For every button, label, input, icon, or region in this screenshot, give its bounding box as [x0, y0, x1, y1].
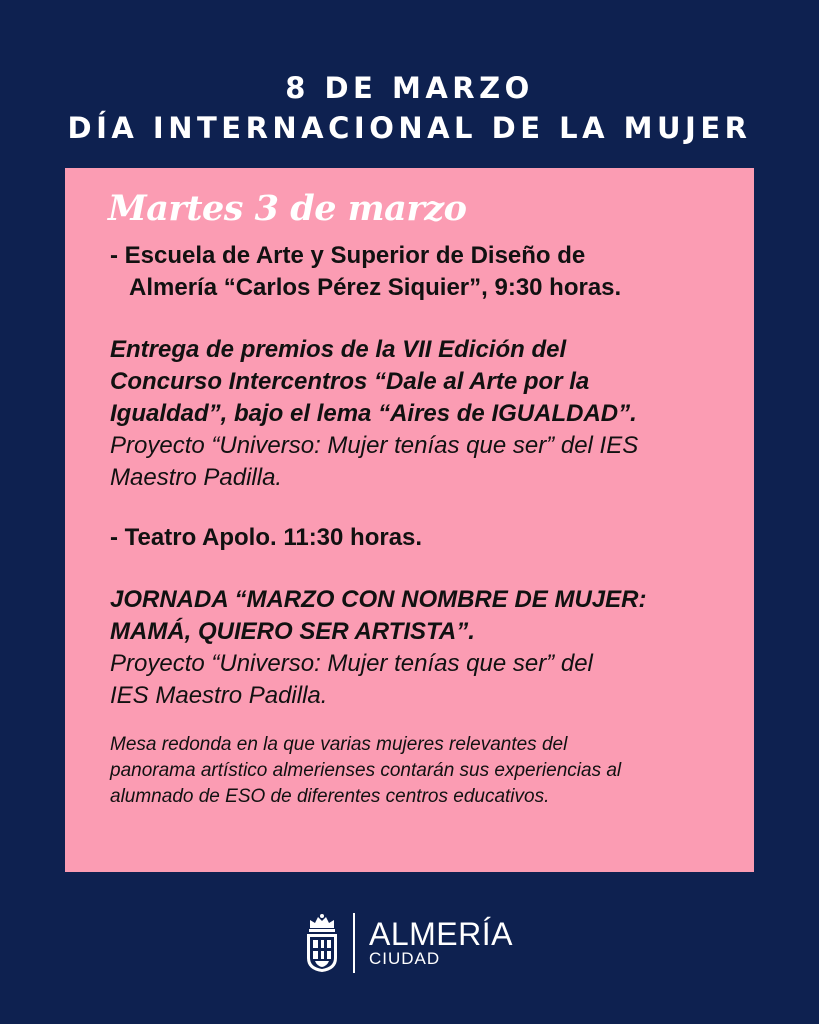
award-project: [110, 430, 730, 494]
jornada-project-line: IES Maestro Padilla.: [110, 682, 328, 709]
venue-1-line-2: Almería “Carlos Pérez Siquier”, 9:30 horas.: [129, 274, 622, 301]
header-date: 8 DE MARZO: [285, 71, 534, 105]
award-project-line: Maestro Padilla.: [110, 464, 283, 491]
jornada-description-line: panorama artístico almerienses contarán sus experiencias al: [110, 760, 622, 781]
almeria-logo: [305, 912, 513, 974]
logo-subtitle: CIUDAD: [369, 949, 441, 968]
jornada-title: [110, 584, 730, 648]
coat-of-arms-icon: [305, 914, 339, 972]
jornada-project: [110, 648, 730, 712]
award-project-line: Proyecto “Universo: Mujer tenías que ser” del IES: [110, 432, 639, 459]
jornada-title-line: JORNADA “MARZO CON NOMBRE DE MUJER:: [110, 586, 647, 613]
jornada-title-line: MAMÁ, QUIERO SER ARTISTA”.: [110, 618, 475, 645]
award-title: [110, 334, 730, 430]
event-card: [65, 168, 754, 872]
venue-1: [110, 240, 730, 304]
award-title-line: Concurso Intercentros “Dale al Arte por la: [110, 368, 590, 395]
header-title: DÍA INTERNACIONAL DE LA MUJER: [67, 111, 752, 145]
event-card-content: [110, 188, 730, 810]
venue-1-line-1: - Escuela de Arte y Superior de Diseño de: [110, 242, 586, 269]
logo-name: ALMERÍA: [369, 916, 513, 952]
venue-2: - Teatro Apolo. 11:30 horas.: [110, 524, 423, 551]
logo-text: [369, 918, 513, 968]
jornada-description: [110, 732, 730, 810]
award-title-line: Igualdad”, bajo el lema “Aires de IGUALDAD”.: [110, 400, 637, 427]
jornada-description-line: alumnado de ESO de diferentes centros educativos.: [110, 786, 550, 807]
jornada-project-line: Proyecto “Universo: Mujer tenías que ser” del: [110, 650, 593, 677]
logo-divider: [353, 913, 355, 973]
event-day: Martes 3 de marzo: [108, 188, 467, 229]
award-title-line: Entrega de premios de la VII Edición del: [110, 336, 567, 363]
page-header: [0, 68, 819, 148]
jornada-description-line: Mesa redonda en la que varias mujeres relevantes del: [110, 734, 568, 755]
